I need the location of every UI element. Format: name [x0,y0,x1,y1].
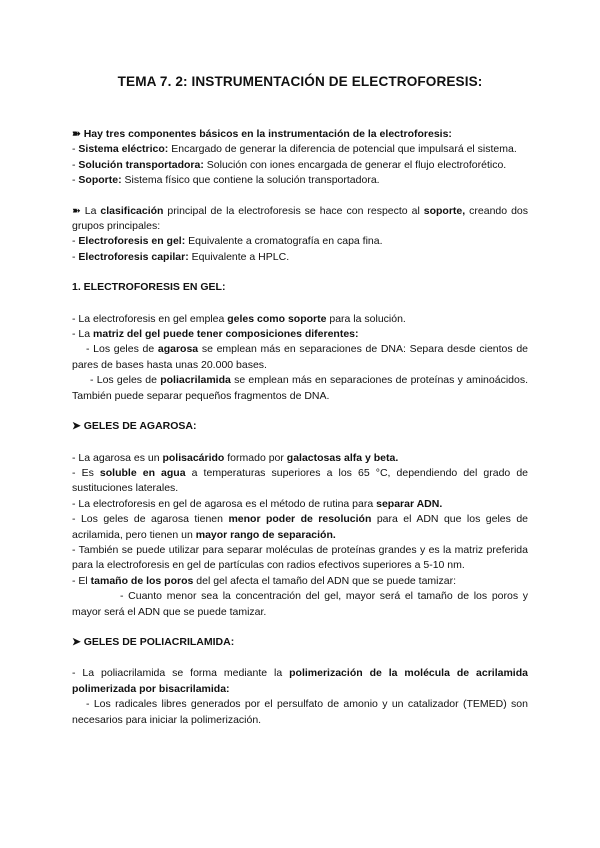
list-item: - Electroforesis en gel: Equivalente a cromatografía en capa fina. [72,235,383,248]
paragraph: - Los radicales libres generados por el persulfato de amonio y un catalizador (TEMED) son necesarios para iniciar la polimerización. [72,698,528,726]
paragraph: - El tamaño de los poros del gel afecta el tamaño del ADN que se puede tamizar: [72,574,457,587]
page-title: TEMA 7. 2: INSTRUMENTACIÓN DE ELECTROFORESIS: [117,74,483,89]
section-heading-poliacrilamida: ➤ GELES DE POLIACRILAMIDA: [72,635,235,648]
paragraph: - Los geles de agarosa se emplean más en separaciones de DNA: Separa desde cientos de pares de bases hasta unas 20.000 bases. [72,343,528,371]
classification-paragraph: ➽ La clasificación principal de la electroforesis se hace con respecto al soporte, creando dos grupos principales: [72,204,528,233]
paragraph: - También se puede utilizar para separar moléculas de proteínas grandes y es la matriz preferida para la electroforesis en gel de partículas con radios efectivos superiores a 5-10 nm. [72,543,528,572]
intro-lead: ➽ Hay tres componentes básicos en la instrumentación de la electroforesis: [72,128,452,140]
section-heading-gel: 1. ELECTROFORESIS EN GEL: [72,281,226,294]
section-heading-agarosa: ➤ GELES DE AGAROSA: [72,420,197,433]
list-item: - Sistema eléctrico: Encargado de generar la diferencia de potencial que impulsará el sistema. [72,143,517,156]
paragraph: - La poliacrilamida se forma mediante la polimerización de la molécula de acrilamida polimerizada por bisacrilamida: [72,667,528,695]
paragraph: - Cuanto menor sea la concentración del gel, mayor será el tamaño de los poros y mayor será el ADN que se puede tamizar. [72,590,528,618]
paragraph: - Es soluble en agua a temperaturas superiores a los 65 °C, dependiendo del grado de sustituciones laterales. [72,466,529,495]
paragraph: - La electroforesis en gel de agarosa es el método de rutina para separar ADN. [72,497,443,510]
paragraph: - Los geles de poliacrilamida se emplean más en separaciones de proteínas y aminoácidos. También puede separar pequeños fragmentos de DNA. [72,374,528,402]
paragraph: - Los geles de agarosa tienen menor poder de resolución para el ADN que los geles de acrilamida, pero tienen un mayor rango de separación. [72,513,529,541]
paragraph: - La agarosa es un polisacárido formado por galactosas alfa y beta. [72,451,399,464]
document-body [72,127,528,728]
paragraph: - La electroforesis en gel emplea geles como soporte para la solución. [72,312,406,325]
list-item: - Solución transportadora: Solución con iones encargada de generar el flujo electroforético. [72,158,507,171]
list-item: - Soporte: Sistema físico que contiene la solución transportadora. [72,174,380,187]
paragraph: - La matriz del gel puede tener composiciones diferentes: [72,328,359,341]
list-item: - Electroforesis capilar: Equivalente a HPLC. [72,250,290,263]
